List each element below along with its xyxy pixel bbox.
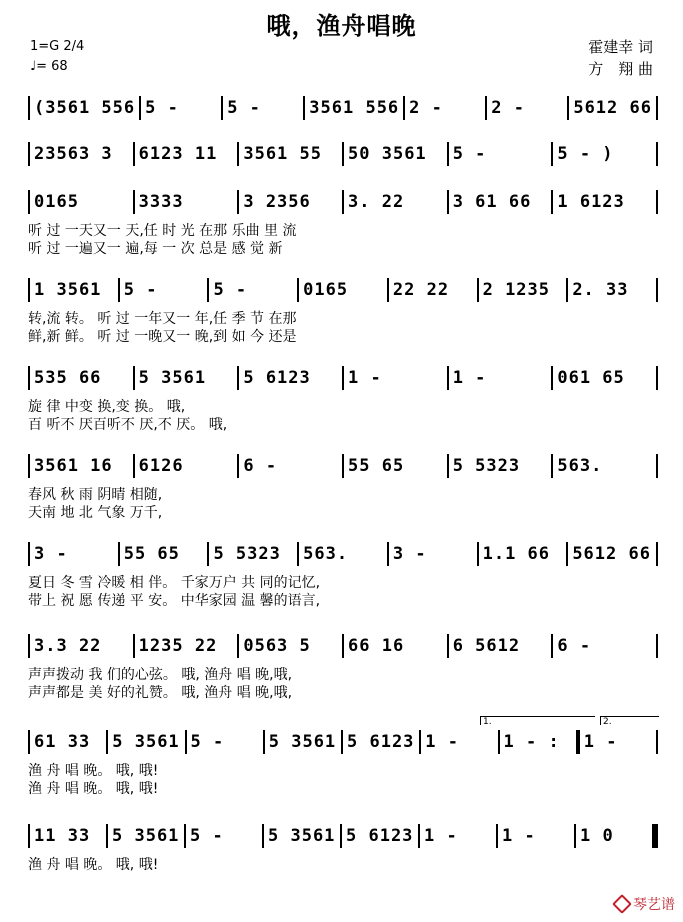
measure: 5 3561	[112, 732, 180, 752]
barline	[656, 454, 658, 478]
measure: 6 -	[243, 456, 278, 476]
measure: 5 3561	[112, 826, 180, 846]
measure: 2 1235	[482, 280, 551, 300]
lyric-line: 天南 地 北 气象 万千,	[28, 505, 163, 521]
score-system	[28, 452, 658, 542]
measure: 22 22	[392, 280, 450, 300]
measure: 5 -	[190, 732, 225, 752]
measure: 5 - )	[557, 144, 614, 164]
measure: 5 6123	[243, 368, 311, 388]
lyric-line: 声声都是 美 好的礼赞。 哦, 渔舟 唱 晚,哦,	[28, 685, 293, 701]
lyric-line: 渔 舟 唱 晚。 哦, 哦!	[28, 857, 159, 873]
lyricist: 霍建幸 词	[588, 38, 653, 56]
measure: 1.1 66	[482, 544, 551, 564]
score-system	[28, 364, 658, 454]
barline	[656, 96, 658, 120]
measure: 2 -	[409, 98, 443, 118]
lyrics	[28, 666, 658, 702]
measure: 5612 66	[572, 544, 651, 564]
watermark-text: 琴艺谱	[633, 897, 675, 913]
measure: 535 66	[34, 368, 102, 388]
measure: 1 -	[502, 826, 536, 846]
measure: 1 -	[424, 826, 458, 846]
lyric-line: 转,流 转。 听 过 一年又一 年,任 季 节 在那	[28, 311, 297, 327]
barline	[656, 730, 658, 754]
measure: 5 -	[190, 826, 224, 846]
measure: 3.3 22	[34, 636, 102, 656]
measure: 5 -	[227, 98, 261, 118]
measure: 3. 22	[348, 192, 405, 212]
measure: 3333	[138, 192, 184, 212]
measure: 563.	[303, 544, 349, 564]
measure: 0165	[34, 192, 79, 212]
lyric-line: 听 过 一遍又一 遍,每 一 次 总是 感 觉 新	[28, 241, 283, 257]
measure: 3 -	[34, 544, 68, 564]
barline	[656, 142, 658, 166]
lyrics	[28, 856, 658, 874]
lyric-line: 旋 律 中变 换,变 换。 哦,	[28, 399, 186, 415]
measure: 563.	[557, 456, 603, 476]
measure: 3 -	[392, 544, 427, 564]
lyric-line: 百 听不 厌百听不 厌,不 厌。 哦,	[28, 417, 228, 433]
barline	[656, 542, 658, 566]
volta-bracket: 1.	[480, 716, 595, 725]
measure: 3561 55	[243, 144, 322, 164]
measure: 5 3561	[138, 368, 207, 388]
volta-bracket: 2.	[600, 716, 659, 725]
measure: 3561 556	[309, 98, 400, 118]
lyric-line: 夏日 冬 雪 冷暖 相 伴。 千家万户 共 同的记忆,	[28, 575, 321, 591]
measure: (3561 556	[34, 98, 136, 118]
measure: 6123 11	[138, 144, 218, 164]
score-system	[28, 632, 658, 722]
measure: 1235 22	[138, 636, 218, 656]
barline	[656, 634, 658, 658]
score-system	[28, 188, 658, 278]
measure: 1 -	[452, 368, 487, 388]
measure: 2 -	[491, 98, 525, 118]
measure: 55 65	[123, 544, 180, 564]
measure: 1 -	[348, 368, 382, 388]
measure: 1 3561	[34, 280, 102, 300]
measure: 6126	[138, 456, 184, 476]
measure: 61 33	[34, 732, 91, 752]
measure: 55 65	[348, 456, 405, 476]
measure: 3 61 66	[452, 192, 532, 212]
logo-icon	[612, 894, 632, 914]
lyrics	[28, 398, 658, 434]
measure: 1 0	[580, 826, 614, 846]
measure: 5 5323	[452, 456, 521, 476]
composer: 方 翔 曲	[588, 60, 653, 78]
lyric-line: 渔 舟 唱 晚。 哦, 哦!	[28, 763, 159, 779]
measure: 061 65	[557, 368, 625, 388]
measure: 3 2356	[243, 192, 311, 212]
key-signature: 1=G 2/4	[30, 39, 85, 54]
measure: 3561 16	[34, 456, 113, 476]
measure: 5 6123	[346, 826, 414, 846]
barline	[656, 278, 658, 302]
measure: 66 16	[348, 636, 405, 656]
measure: 1 -	[425, 732, 459, 752]
lyric-line: 鲜,新 鲜。 听 过 一晚又一 晚,到 如 今 还是	[28, 329, 297, 345]
lyric-line: 带上 祝 愿 传递 平 安。 中华家园 温 馨的语言,	[28, 593, 321, 609]
measure: 5 6123	[347, 732, 415, 752]
measure: 1 -	[583, 732, 618, 752]
barline	[656, 366, 658, 390]
credits	[588, 36, 653, 80]
measure: 5 -	[145, 98, 179, 118]
measure: 5 3561	[268, 826, 336, 846]
lyric-line: 渔 舟 唱 晚。 哦, 哦!	[28, 781, 159, 797]
barline	[652, 824, 658, 848]
lyric-line: 春风 秋 雨 阴晴 相随,	[28, 487, 163, 503]
lyrics	[28, 574, 658, 610]
measure: 5 -	[452, 144, 487, 164]
song-title: 哦，渔舟唱晚	[266, 12, 417, 40]
measure: 5 -	[213, 280, 248, 300]
measure: 50 3561	[348, 144, 427, 164]
lyrics	[28, 310, 658, 346]
measure: 5 3561	[268, 732, 337, 752]
measure: 5612 66	[573, 98, 652, 118]
lyrics	[28, 486, 658, 522]
measure: 2. 33	[572, 280, 629, 300]
lyrics	[28, 222, 658, 258]
score-system	[28, 717, 658, 818]
measure: 11 33	[34, 826, 91, 846]
measure: 6 -	[557, 636, 592, 656]
measure: 0165	[303, 280, 349, 300]
lyric-line: 声声拨动 我 们的心弦。 哦, 渔舟 唱 晚,哦,	[28, 667, 293, 683]
lyrics	[28, 762, 658, 798]
measure: 1 - :	[503, 732, 560, 752]
measure: 6 5612	[452, 636, 521, 656]
barline	[656, 190, 658, 214]
measure: 1 6123	[557, 192, 625, 212]
measure: 5 -	[123, 280, 158, 300]
lyric-line: 听 过 一天又一 天,任 时 光 在那 乐曲 里 流	[28, 223, 297, 239]
tempo-marking: ♩= 68	[30, 59, 68, 74]
measure: 5 5323	[213, 544, 281, 564]
measure: 0563 5	[243, 636, 311, 656]
score-system	[28, 822, 658, 912]
measure: 23563 3	[34, 144, 113, 164]
score-system	[28, 540, 658, 630]
watermark-logo	[615, 894, 675, 914]
score-system	[28, 276, 658, 366]
